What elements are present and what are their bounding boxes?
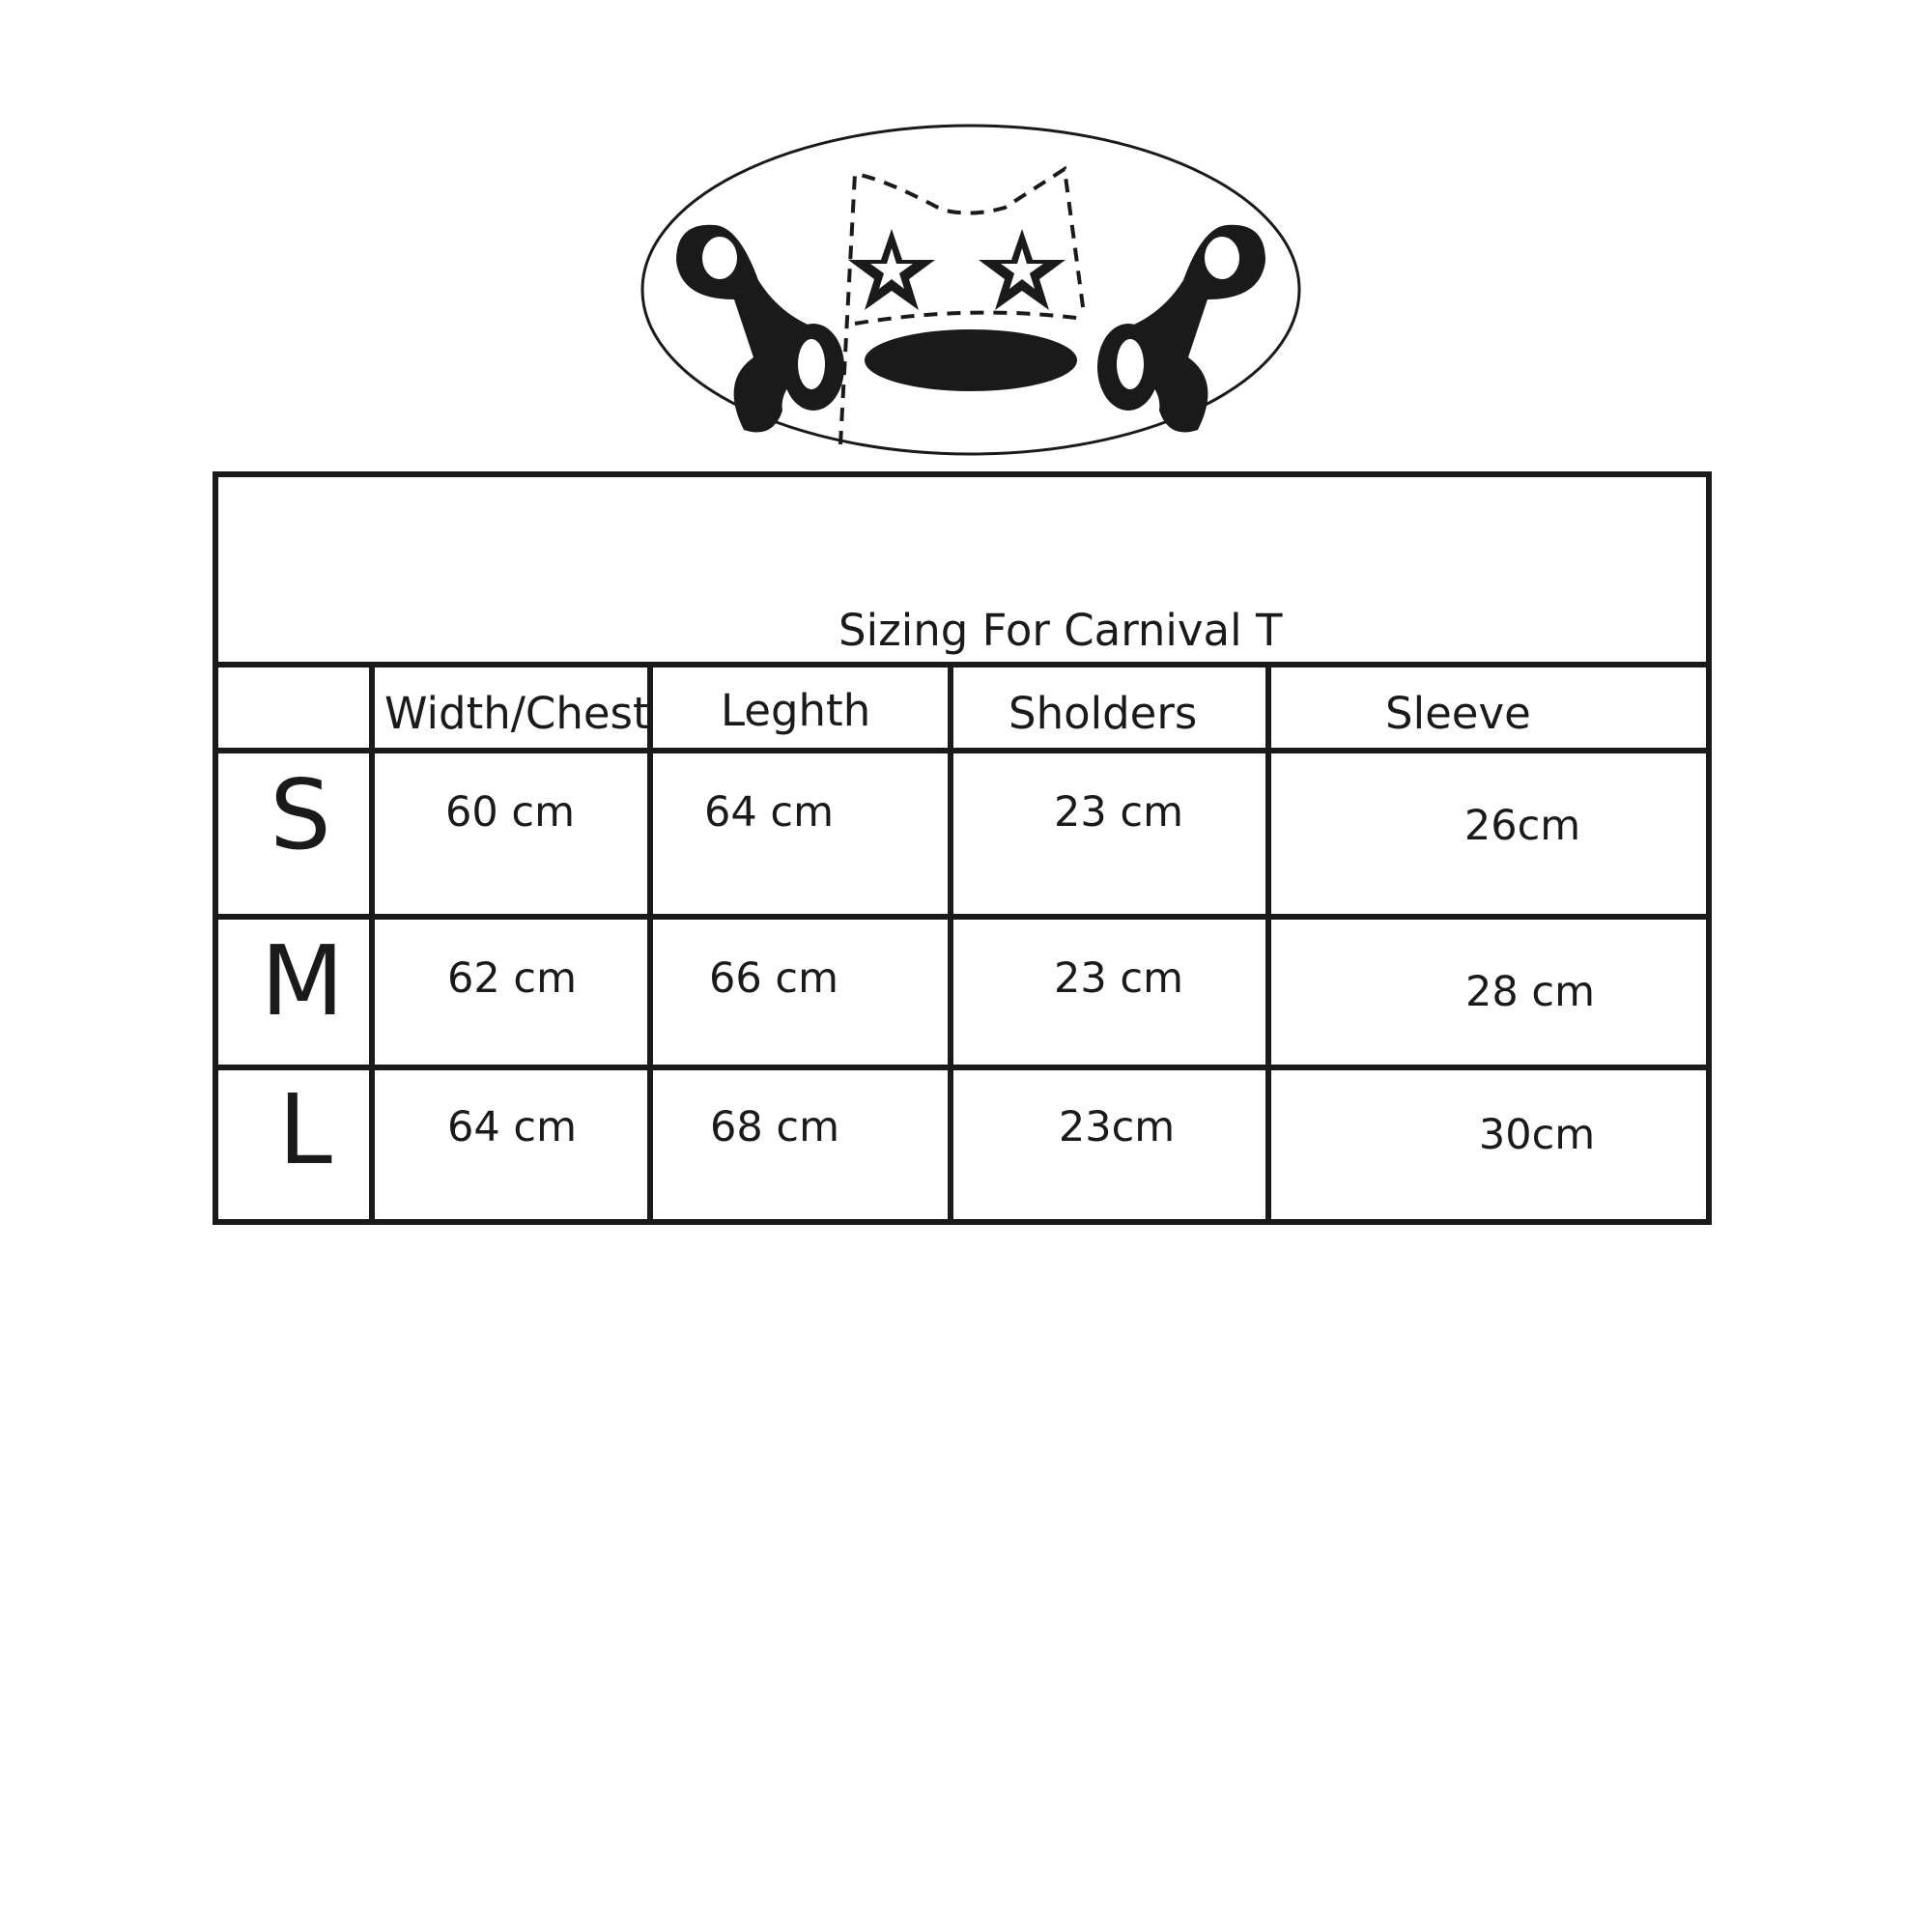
- table-cell: 64 cm: [447, 1103, 577, 1151]
- table-cell: 64 cm: [704, 788, 834, 837]
- carnival-hat-logo: [638, 121, 1304, 459]
- column-divider: [1265, 662, 1271, 1225]
- row-divider: [218, 914, 1706, 920]
- table-cell: 26cm: [1463, 802, 1581, 850]
- column-divider: [948, 662, 953, 1225]
- table-cell: 68 cm: [710, 1103, 839, 1151]
- table-title-row: [218, 477, 1706, 668]
- size-label-s: S: [270, 758, 331, 871]
- table-title: Sizing For Carnival T: [838, 605, 1283, 656]
- column-header-shoulders: Sholders: [1009, 688, 1198, 739]
- column-header-sleeve: Sleeve: [1385, 688, 1531, 739]
- size-label-l: L: [278, 1073, 332, 1186]
- size-label-m: M: [260, 924, 345, 1037]
- table-cell: 62 cm: [447, 954, 577, 1003]
- column-divider: [647, 662, 653, 1225]
- table-cell: 30cm: [1478, 1111, 1596, 1159]
- table-cell: 23 cm: [1054, 954, 1183, 1003]
- table-cell: 23 cm: [1054, 788, 1183, 837]
- row-divider: [218, 1065, 1706, 1070]
- row-divider: [218, 748, 1706, 753]
- sizing-table: [213, 471, 1712, 1225]
- column-header-width-chest: Width/Chest: [384, 688, 650, 739]
- table-cell: 66 cm: [709, 954, 838, 1003]
- column-divider: [369, 662, 375, 1225]
- table-cell: 23cm: [1058, 1103, 1176, 1151]
- column-header-length: Leghth: [721, 685, 871, 736]
- table-cell: 60 cm: [445, 788, 575, 837]
- table-cell: 28 cm: [1465, 968, 1595, 1016]
